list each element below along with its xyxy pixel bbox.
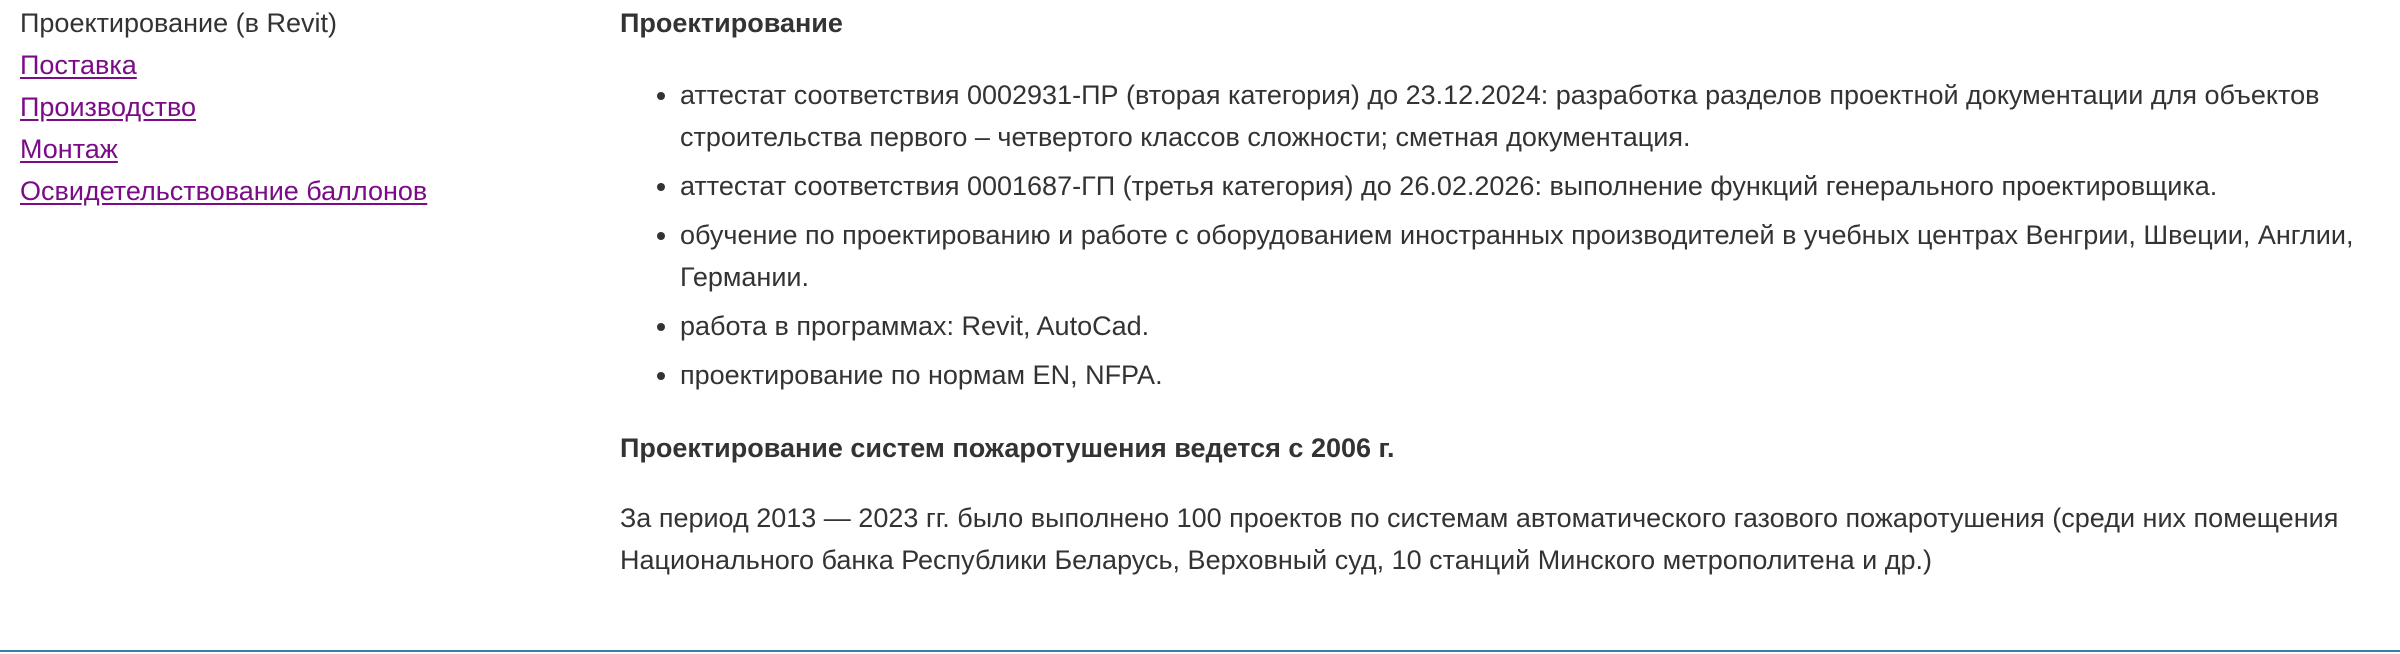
list-item: • работа в программах: Revit, AutoCad.	[680, 305, 2360, 347]
list-item: • аттестат соответствия 0002931-ПР (вторая категория) до 23.12.2024: разработка разделов проектной документации для объектов строительства первого – четвертого классов сложности; сметная документация.	[680, 74, 2360, 158]
body-paragraph: За период 2013 — 2023 гг. было выполнено 100 проектов по системам автоматического газового пожаротушения (среди них помещения Национального банка Республики Беларусь, Верховный суд, 10 станций Минского метрополитена и др.)	[620, 503, 2339, 575]
footer-divider	[0, 650, 2400, 652]
sidebar-link-postavka[interactable]: Поставка	[20, 50, 137, 80]
sidebar-link-osvidetelstvovanie[interactable]: Освидетельствование баллонов	[20, 176, 428, 206]
list-item: • обучение по проектированию и работе с оборудованием иностранных производителей в учебных центрах Венгрии, Швеции, Англии, Германии.	[680, 214, 2360, 298]
sidebar-nav	[20, 2, 580, 212]
sidebar-link-montazh[interactable]: Монтаж	[20, 134, 118, 164]
sidebar-item-current: Проектирование (в Revit)	[20, 8, 337, 38]
list-item: • проектирование по нормам EN, NFPA.	[680, 354, 2360, 396]
list-item: • аттестат соответствия 0001687-ГП (третья категория) до 26.02.2026: выполнение функций генерального проектировщика.	[680, 165, 2360, 207]
sidebar-link-proizvodstvo[interactable]: Производство	[20, 92, 197, 122]
qualifications-list	[620, 74, 2360, 396]
main-content	[620, 2, 2360, 581]
subheading: Проектирование систем пожаротушения ведется с 2006 г.	[620, 433, 1395, 463]
section-heading: Проектирование	[620, 8, 843, 38]
